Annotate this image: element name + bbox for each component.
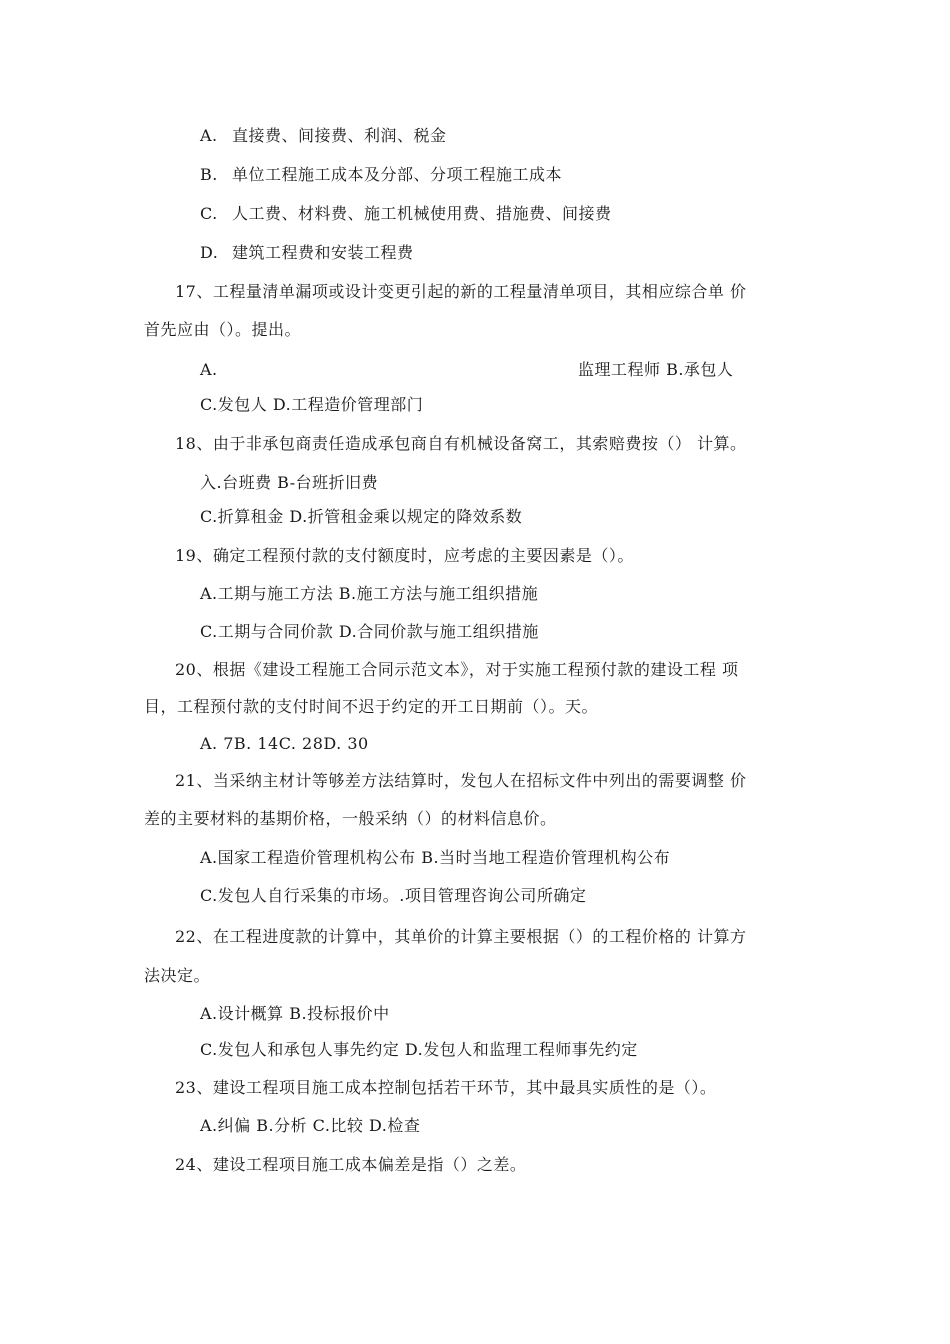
q22-option-c-d: C.发包人和承包人事先约定 D.发包人和监理工程师事先约定 [200, 1040, 638, 1059]
option-label: D. [200, 243, 219, 262]
q23-options: A.纠偏 B.分析 C.比较 D.检查 [200, 1116, 421, 1135]
q17-stem-line2: 首先应由（）。提出。 [144, 320, 302, 339]
q20-stem-line1: 20、根据《建设工程施工合同示范文本》，对于实施工程预付款的建设工程 项 [175, 660, 739, 679]
q19-option-a-b: A.工期与施工方法 B.施工方法与施工组织措施 [200, 584, 539, 603]
q21-stem-line1: 21、当采纳主材计等够差方法结算时，发包人在招标文件中列出的需要调整 价 [175, 771, 747, 790]
q20-options: A. 7B. 14C. 28D. 30 [200, 734, 369, 753]
q16-option-b [200, 165, 562, 185]
q22-stem-line2: 法决定。 [144, 966, 211, 985]
q19-option-c-d: C.工期与合同价款 D.合同价款与施工组织措施 [200, 622, 539, 641]
q16-option-a [200, 126, 447, 146]
q18-option-a-b: 入.台班费 B-台班折旧费 [200, 473, 379, 492]
q24-stem-line1: 24、建设工程项目施工成本偏差是指（）之差。 [175, 1155, 527, 1174]
q22-stem-line1: 22、在工程进度款的计算中，其单价的计算主要根据（）的工程价格的 计算方 [175, 927, 747, 946]
q21-option-a-b: A.国家工程造价管理机构公布 B.当时当地工程造价管理机构公布 [200, 848, 671, 867]
q16-option-c [200, 204, 612, 224]
option-label: B. [200, 165, 218, 184]
q23-stem-line1: 23、建设工程项目施工成本控制包括若干环节，其中最具实质性的是（）。 [175, 1078, 717, 1097]
q21-stem-line2: 差的主要材料的基期价格，一般采纳（）的材料信息价。 [144, 809, 557, 828]
q20-stem-line2: 目，工程预付款的支付时间不迟于约定的开工日期前（）。天。 [144, 697, 599, 716]
option-text: 单位工程施工成本及分部、分项工程施工成本 [232, 165, 563, 184]
q22-option-a-b: A.设计概算 B.投标报价中 [200, 1004, 390, 1023]
q17-option-c-d: C.发包人 D.工程造价管理部门 [200, 395, 424, 414]
q19-stem-line1: 19、确定工程预付款的支付额度时，应考虑的主要因素是（）。 [175, 546, 634, 565]
q18-option-c-d: C.折算租金 D.折管租金乘以规定的降效系数 [200, 507, 523, 526]
option-label: A. [200, 126, 218, 145]
q17-stem-line1: 17、工程量清单漏项或设计变更引起的新的工程量清单项目，其相应综合单 价 [175, 282, 747, 301]
q18-stem-line1: 18、由于非承包商责任造成承包商自有机械设备窝工，其索赔费按（） 计算。 [175, 434, 747, 453]
option-label: C. [200, 204, 218, 223]
q16-option-d [200, 243, 414, 263]
q17-option-a-label: A. [200, 360, 218, 379]
option-text: 直接费、间接费、利润、税金 [232, 126, 447, 145]
q21-option-c-d: C.发包人自行采集的市场。.项目管理咨询公司所确定 [200, 886, 587, 905]
q17-option-a-b: 监理工程师 B.承包人 [578, 360, 734, 379]
option-text: 人工费、材料费、施工机械使用费、措施费、间接费 [232, 204, 612, 223]
option-text: 建筑工程费和安装工程费 [232, 243, 414, 262]
